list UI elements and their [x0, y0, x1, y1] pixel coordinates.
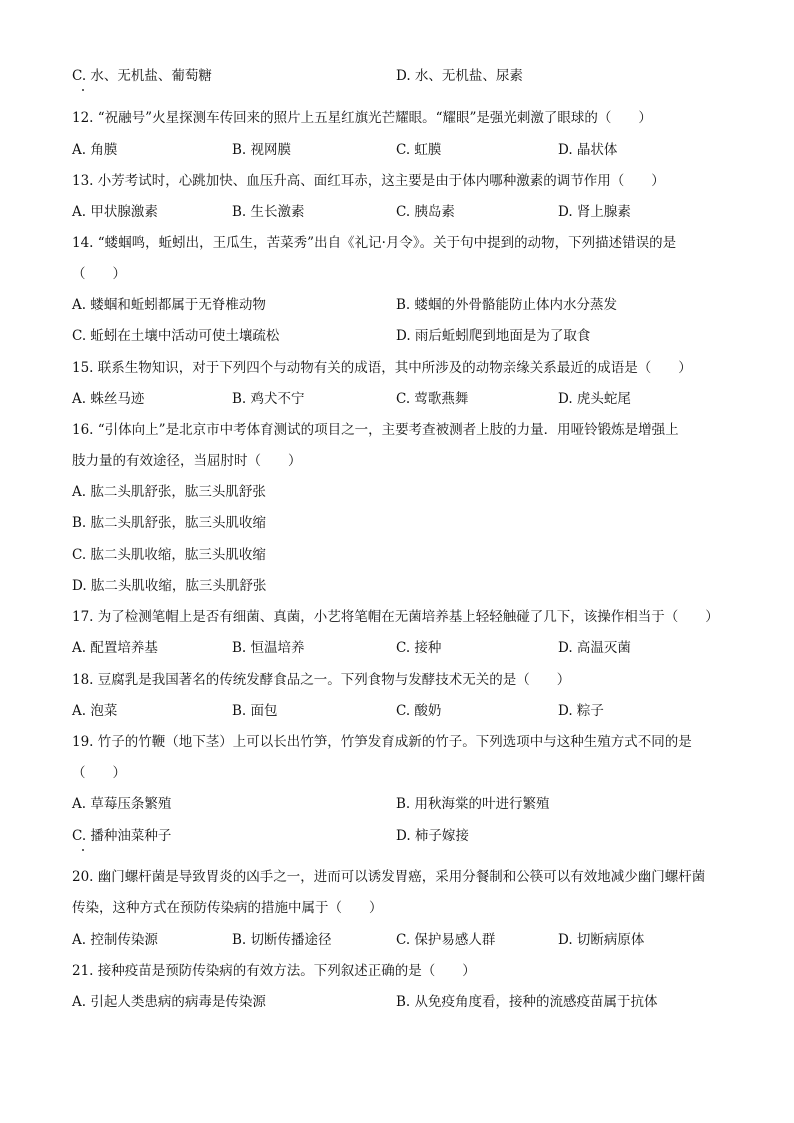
- q18-option-a: A. 泡菜: [72, 703, 118, 719]
- q19-option-a: A. 草莓压条繁殖: [72, 796, 172, 812]
- q14-option-d: D. 雨后蚯蚓爬到地面是为了取食: [396, 328, 591, 344]
- q20-option-c: C. 保护易感人群: [396, 932, 496, 948]
- q21-option-b: B. 从免疫角度看，接种的流感疫苗属于抗体: [396, 994, 658, 1010]
- margin-dot: [82, 849, 84, 851]
- q17-option-d: D. 高温灭菌: [558, 640, 631, 656]
- q14-option-a: A. 蝼蝈和蚯蚓都属于无脊椎动物: [72, 297, 266, 313]
- q17-option-a: A. 配置培养基: [72, 640, 158, 656]
- q16-option-a: A. 肱二头肌舒张，肱三头肌舒张: [72, 484, 266, 500]
- q16-stem-cont: 肢力量的有效途径，当屈肘时（ ）: [72, 453, 302, 469]
- q12-stem: 12. “祝融号”火星探测车传回来的照片上五星红旗光芒耀眼。“耀眼”是强光刺激了眼球的（ ）: [72, 110, 652, 126]
- q14-stem-cont: （ ）: [72, 266, 126, 282]
- q20-option-b: B. 切断传播途径: [232, 932, 332, 948]
- q21-stem: 21. 接种疫苗是预防传染病的有效方法。下列叙述正确的是（ ）: [72, 963, 476, 979]
- q13-option-a: A. 甲状腺激素: [72, 204, 158, 220]
- q14-stem: 14. “蝼蝈鸣，蚯蚓出，王瓜生，苦菜秀”出自《礼记·月令》。关于句中提到的动物，下列描述错误的是: [72, 235, 677, 251]
- q18-option-c: C. 酸奶: [396, 703, 442, 719]
- q12-option-a: A. 角膜: [72, 142, 118, 158]
- q17-option-b: B. 恒温培养: [232, 640, 305, 656]
- q19-stem: 19. 竹子的竹鞭（地下茎）上可以长出竹笋，竹笋发育成新的竹子。下列选项中与这种生殖方式不同的是: [72, 734, 692, 750]
- q16-stem: 16. “引体向上”是北京市中考体育测试的项目之一，主要考查被测者上肢的力量．用哑铃锻炼是增强上: [72, 422, 679, 438]
- q11-option-c: C. 水、无机盐、葡萄糖: [72, 68, 212, 84]
- q15-stem: 15. 联系生物知识，对于下列四个与动物有关的成语，其中所涉及的动物亲缘关系最近的成语是（ ）: [72, 360, 692, 376]
- q12-option-c: C. 虹膜: [396, 142, 442, 158]
- q16-option-d: D. 肱二头肌收缩，肱三头肌舒张: [72, 578, 267, 594]
- margin-dot: [82, 89, 84, 91]
- q20-stem-cont: 传染，这种方式在预防传染病的措施中属于（ ）: [72, 900, 383, 916]
- q19-option-b: B. 用秋海棠的叶进行繁殖: [396, 796, 550, 812]
- q15-option-b: B. 鸡犬不宁: [232, 391, 305, 407]
- q11-option-d: D. 水、无机盐、尿素: [396, 68, 523, 84]
- q19-option-d: D. 柿子嫁接: [396, 828, 469, 844]
- q13-option-c: C. 胰岛素: [396, 204, 455, 220]
- q19-stem-cont: （ ）: [72, 765, 126, 781]
- q13-stem: 13. 小芳考试时，心跳加快、血压升高、面红耳赤，这主要是由于体内哪种激素的调节作用（ ）: [72, 173, 665, 189]
- q13-option-d: D. 肾上腺素: [558, 204, 631, 220]
- q21-option-a: A. 引起人类患病的病毒是传染源: [72, 994, 266, 1010]
- q15-option-c: C. 莺歌燕舞: [396, 391, 469, 407]
- q18-stem: 18. 豆腐乳是我国著名的传统发酵食品之一。下列食物与发酵技术无关的是（ ）: [72, 672, 571, 688]
- q19-option-c: C. 播种油菜种子: [72, 828, 172, 844]
- q16-option-b: B. 肱二头肌舒张，肱三头肌收缩: [72, 515, 267, 531]
- q16-option-c: C. 肱二头肌收缩，肱三头肌收缩: [72, 547, 266, 563]
- q15-option-d: D. 虎头蛇尾: [558, 391, 631, 407]
- q20-stem: 20. 幽门螺杆菌是导致胃炎的凶手之一，进而可以诱发胃癌，采用分餐制和公筷可以有效地减少幽门螺杆菌: [72, 869, 706, 885]
- q18-option-b: B. 面包: [232, 703, 278, 719]
- q15-option-a: A. 蛛丝马迹: [72, 391, 145, 407]
- q17-stem: 17. 为了检测笔帽上是否有细菌、真菌，小艺将笔帽在无菌培养基上轻轻触碰了几下，该操作相当于（ ）: [72, 609, 719, 625]
- q12-option-d: D. 晶状体: [558, 142, 618, 158]
- q14-option-c: C. 蚯蚓在土壤中活动可使土壤疏松: [72, 328, 280, 344]
- q13-option-b: B. 生长激素: [232, 204, 305, 220]
- q17-option-c: C. 接种: [396, 640, 442, 656]
- q20-option-d: D. 切断病原体: [558, 932, 645, 948]
- q18-option-d: D. 粽子: [558, 703, 604, 719]
- q12-option-b: B. 视网膜: [232, 142, 292, 158]
- q20-option-a: A. 控制传染源: [72, 932, 158, 948]
- q14-option-b: B. 蝼蝈的外骨骼能防止体内水分蒸发: [396, 297, 618, 313]
